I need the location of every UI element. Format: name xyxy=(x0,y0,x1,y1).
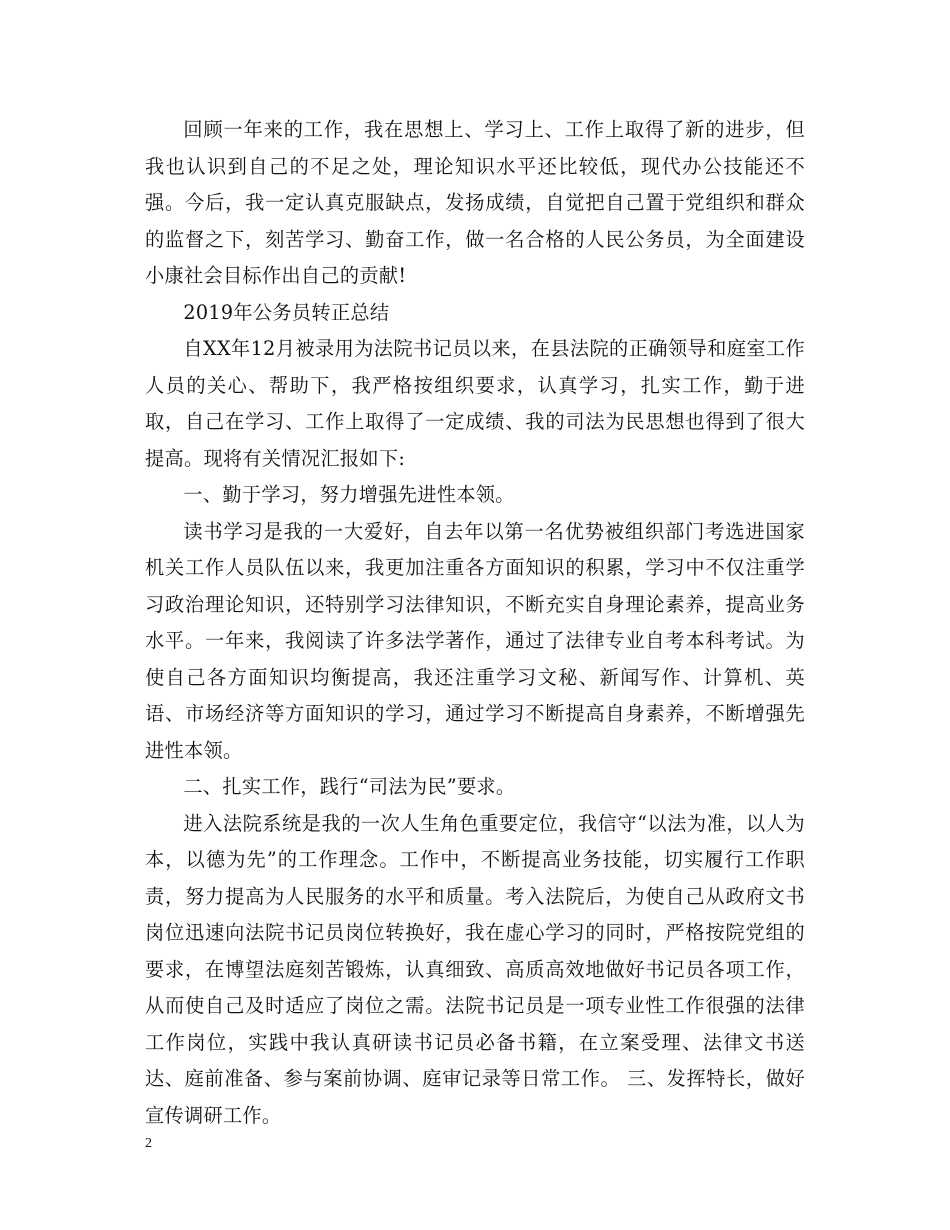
page-number: 2 xyxy=(145,1136,152,1151)
document-body xyxy=(145,112,805,1134)
intro-paragraph: 自XX年12月被录用为法院书记员以来，在县法院的正确领导和庭室工作人员的关心、帮助下，我严格按组织要求，认真学习，扎实工作，勤于进取，自己在学习、工作上取得了一定成绩、我的司法为民思想也得到了很大提高。现将有关情况汇报如下: xyxy=(145,337,805,470)
work-paragraph: 进入法院系统是我的一次人生角色重要定位，我信守“以法为准，以人为本，以德为先”的工作理念。工作中，不断提高业务技能，切实履行工作职责，努力提高为人民服务的水平和质量。考入法院后，为使自己从政府文书岗位迅速向法院书记员岗位转换好，我在虚心学习的同时，严格按院党组的要求，在博望法庭刻苦锻炼，认真细致、高质高效地做好书记员各项工作，从而使自己及时适应了岗位之需。法院书记员是一项专业性工作很强的法律工作岗位，实践中我认真研读书记员必备书籍，在立案受理、法律文书送达、庭前准备、参与案前协调、庭审记录等日常工作。 三、发挥特长，做好宣传调研工作。 xyxy=(145,811,805,1127)
study-paragraph: 读书学习是我的一大爱好，自去年以第一名优势被组织部门考选进国家机关工作人员队伍以来，我更加注重各方面知识的积累，学习中不仅注重学习政治理论知识，还特别学习法律知识，不断充实自身理论素养，提高业务水平。一年来，我阅读了许多法学著作，通过了法律专业自考本科考试。为使自己各方面知识均衡提高，我还注重学习文秘、新闻写作、计算机、英语、市场经济等方面知识的学习，通过学习不断提高自身素养，不断增强先进性本领。 xyxy=(145,519,805,762)
section-heading-study: 一、勤于学习，努力增强先进性本领。 xyxy=(183,483,515,506)
closing-paragraph: 回顾一年来的工作，我在思想上、学习上、工作上取得了新的进步，但我也认识到自己的不足之处，理论知识水平还比较低，现代办公技能还不强。今后，我一定认真克服缺点，发扬成绩，自觉把自己置于党组织和群众的监督之下，刻苦学习、勤奋工作，做一名合格的人民公务员，为全面建设小康社会目标作出自己的贡献! xyxy=(145,118,805,287)
section-heading-work: 二、扎实工作，践行“司法为民”要求。 xyxy=(183,775,516,798)
document-title: 2019年公务员转正总结 xyxy=(183,300,390,324)
